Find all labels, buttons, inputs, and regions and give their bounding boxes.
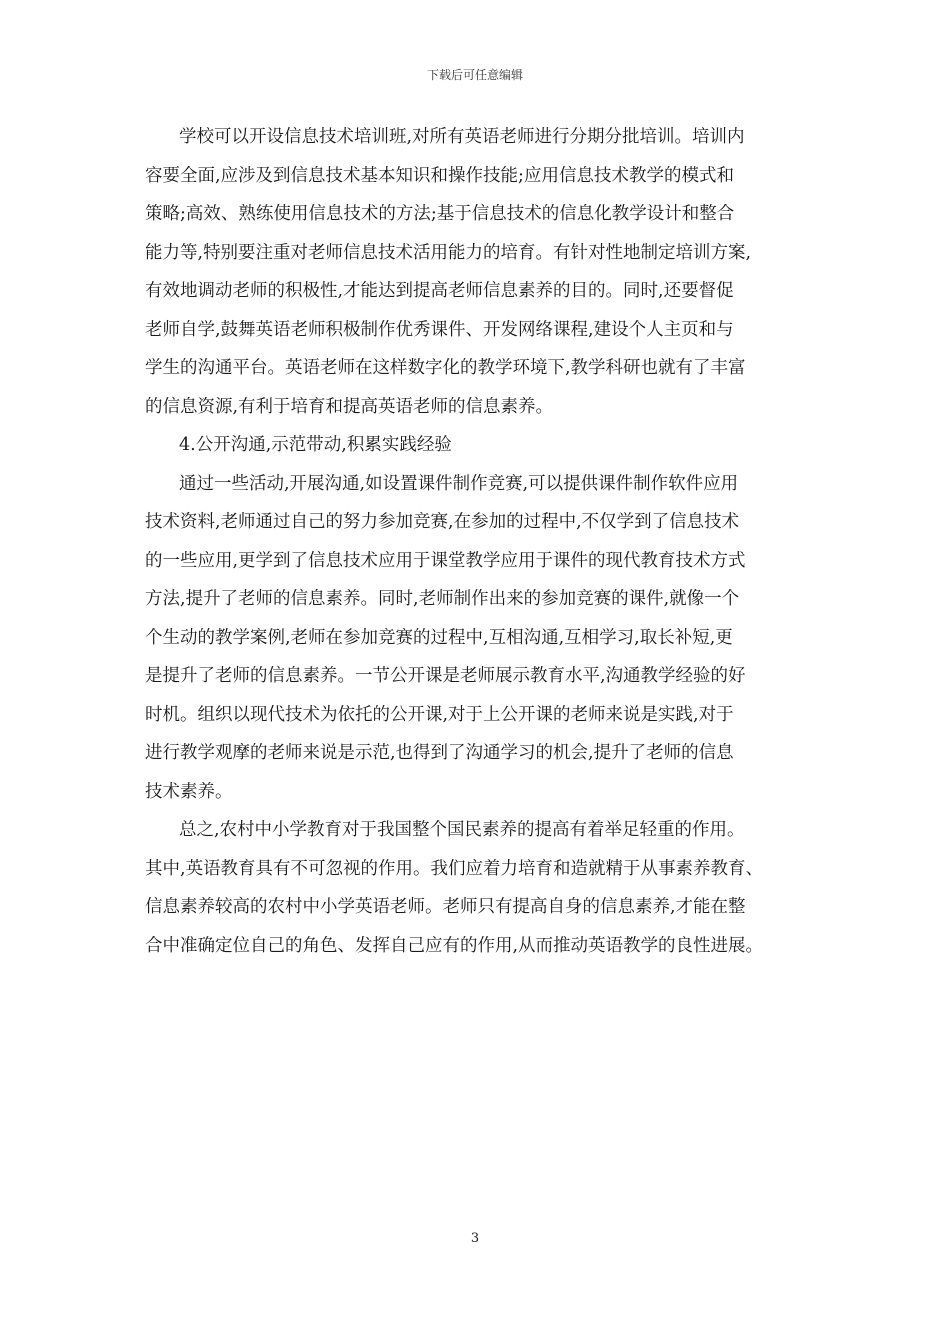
text-line: 方法,提升了老师的信息素养。同时,老师制作出来的参加竞赛的课件,就像一个 bbox=[145, 589, 740, 609]
section-heading bbox=[145, 426, 815, 465]
text-line: 其中,英语教育具有不可忽视的作用。我们应着力培育和造就精于从事素养教育、 bbox=[145, 858, 764, 879]
text-line: 能力等,特别要注重对老师信息技术活用能力的培育。有针对性地制定培训方案, bbox=[145, 242, 752, 263]
text-line: 学校可以开设信息技术培训班,对所有英语老师进行分期分批培训。培训内 bbox=[179, 127, 745, 147]
text-line: 个生动的教学案例,老师在参加竞赛的过程中,互相沟通,互相学习,取长补短,更 bbox=[145, 627, 733, 648]
text-line: 有效地调动老师的积极性,才能达到提高老师信息素养的目的。同时,还要督促 bbox=[145, 281, 734, 301]
text-line: 老师自学,鼓舞英语老师积极制作优秀课件、开发网络课程,建设个人主页和与 bbox=[145, 319, 734, 340]
text-line: 信息素养较高的农村中小学英语老师。老师只有提高自身的信息素养,才能在整 bbox=[145, 897, 746, 917]
page-number: 3 bbox=[470, 1231, 480, 1246]
text-line: 策略;高效、熟练使用信息技术的方法;基于信息技术的信息化教学设计和整合 bbox=[145, 204, 735, 224]
page-header: 下载后可任意编辑 bbox=[426, 68, 523, 82]
paragraph-training bbox=[145, 118, 815, 426]
paragraph-communication bbox=[145, 465, 815, 812]
text-line: 进行教学观摩的老师来说是示范,也得到了沟通学习的机会,提升了老师的信息 bbox=[145, 743, 734, 763]
text-line: 的一些应用,更学到了信息技术应用于课堂教学应用于课件的现代教育技术方式 bbox=[145, 550, 746, 571]
document-body bbox=[145, 118, 815, 965]
paragraph-conclusion bbox=[145, 811, 815, 965]
text-line: 容要全面,应涉及到信息技术基本知识和操作技能;应用信息技术教学的模式和 bbox=[145, 165, 734, 186]
text-line: 总之,农村中小学教育对于我国整个国民素养的提高有着举足轻重的作用。 bbox=[179, 820, 745, 840]
text-line: 技术资料,老师通过自己的努力参加竞赛,在参加的过程中,不仅学到了信息技术 bbox=[145, 512, 740, 532]
text-line: 的信息资源,有利于培育和提高英语老师的信息素养。 bbox=[145, 396, 554, 417]
text-line: 是提升了老师的信息素养。一节公开课是老师展示教育水平,沟通教学经验的好 bbox=[145, 666, 746, 686]
text-line: 时机。组织以现代技术为依托的公开课,对于上公开课的老师来说是实践,对于 bbox=[145, 704, 734, 725]
text-line: 技术素养。 bbox=[145, 781, 233, 802]
text-line: 通过一些活动,开展沟通,如设置课件制作竞赛,可以提供课件制作软件应用 bbox=[179, 473, 739, 494]
heading-text: 4.公开沟通,示范带动,积累实践经验 bbox=[179, 435, 452, 455]
text-line: 学生的沟通平台。英语老师在这样数字化的教学环境下,教学科研也就有了丰富 bbox=[145, 358, 746, 378]
text-line: 合中准确定位自己的角色、发挥自己应有的作用,从而推动英语教学的良性进展。 bbox=[145, 935, 764, 956]
